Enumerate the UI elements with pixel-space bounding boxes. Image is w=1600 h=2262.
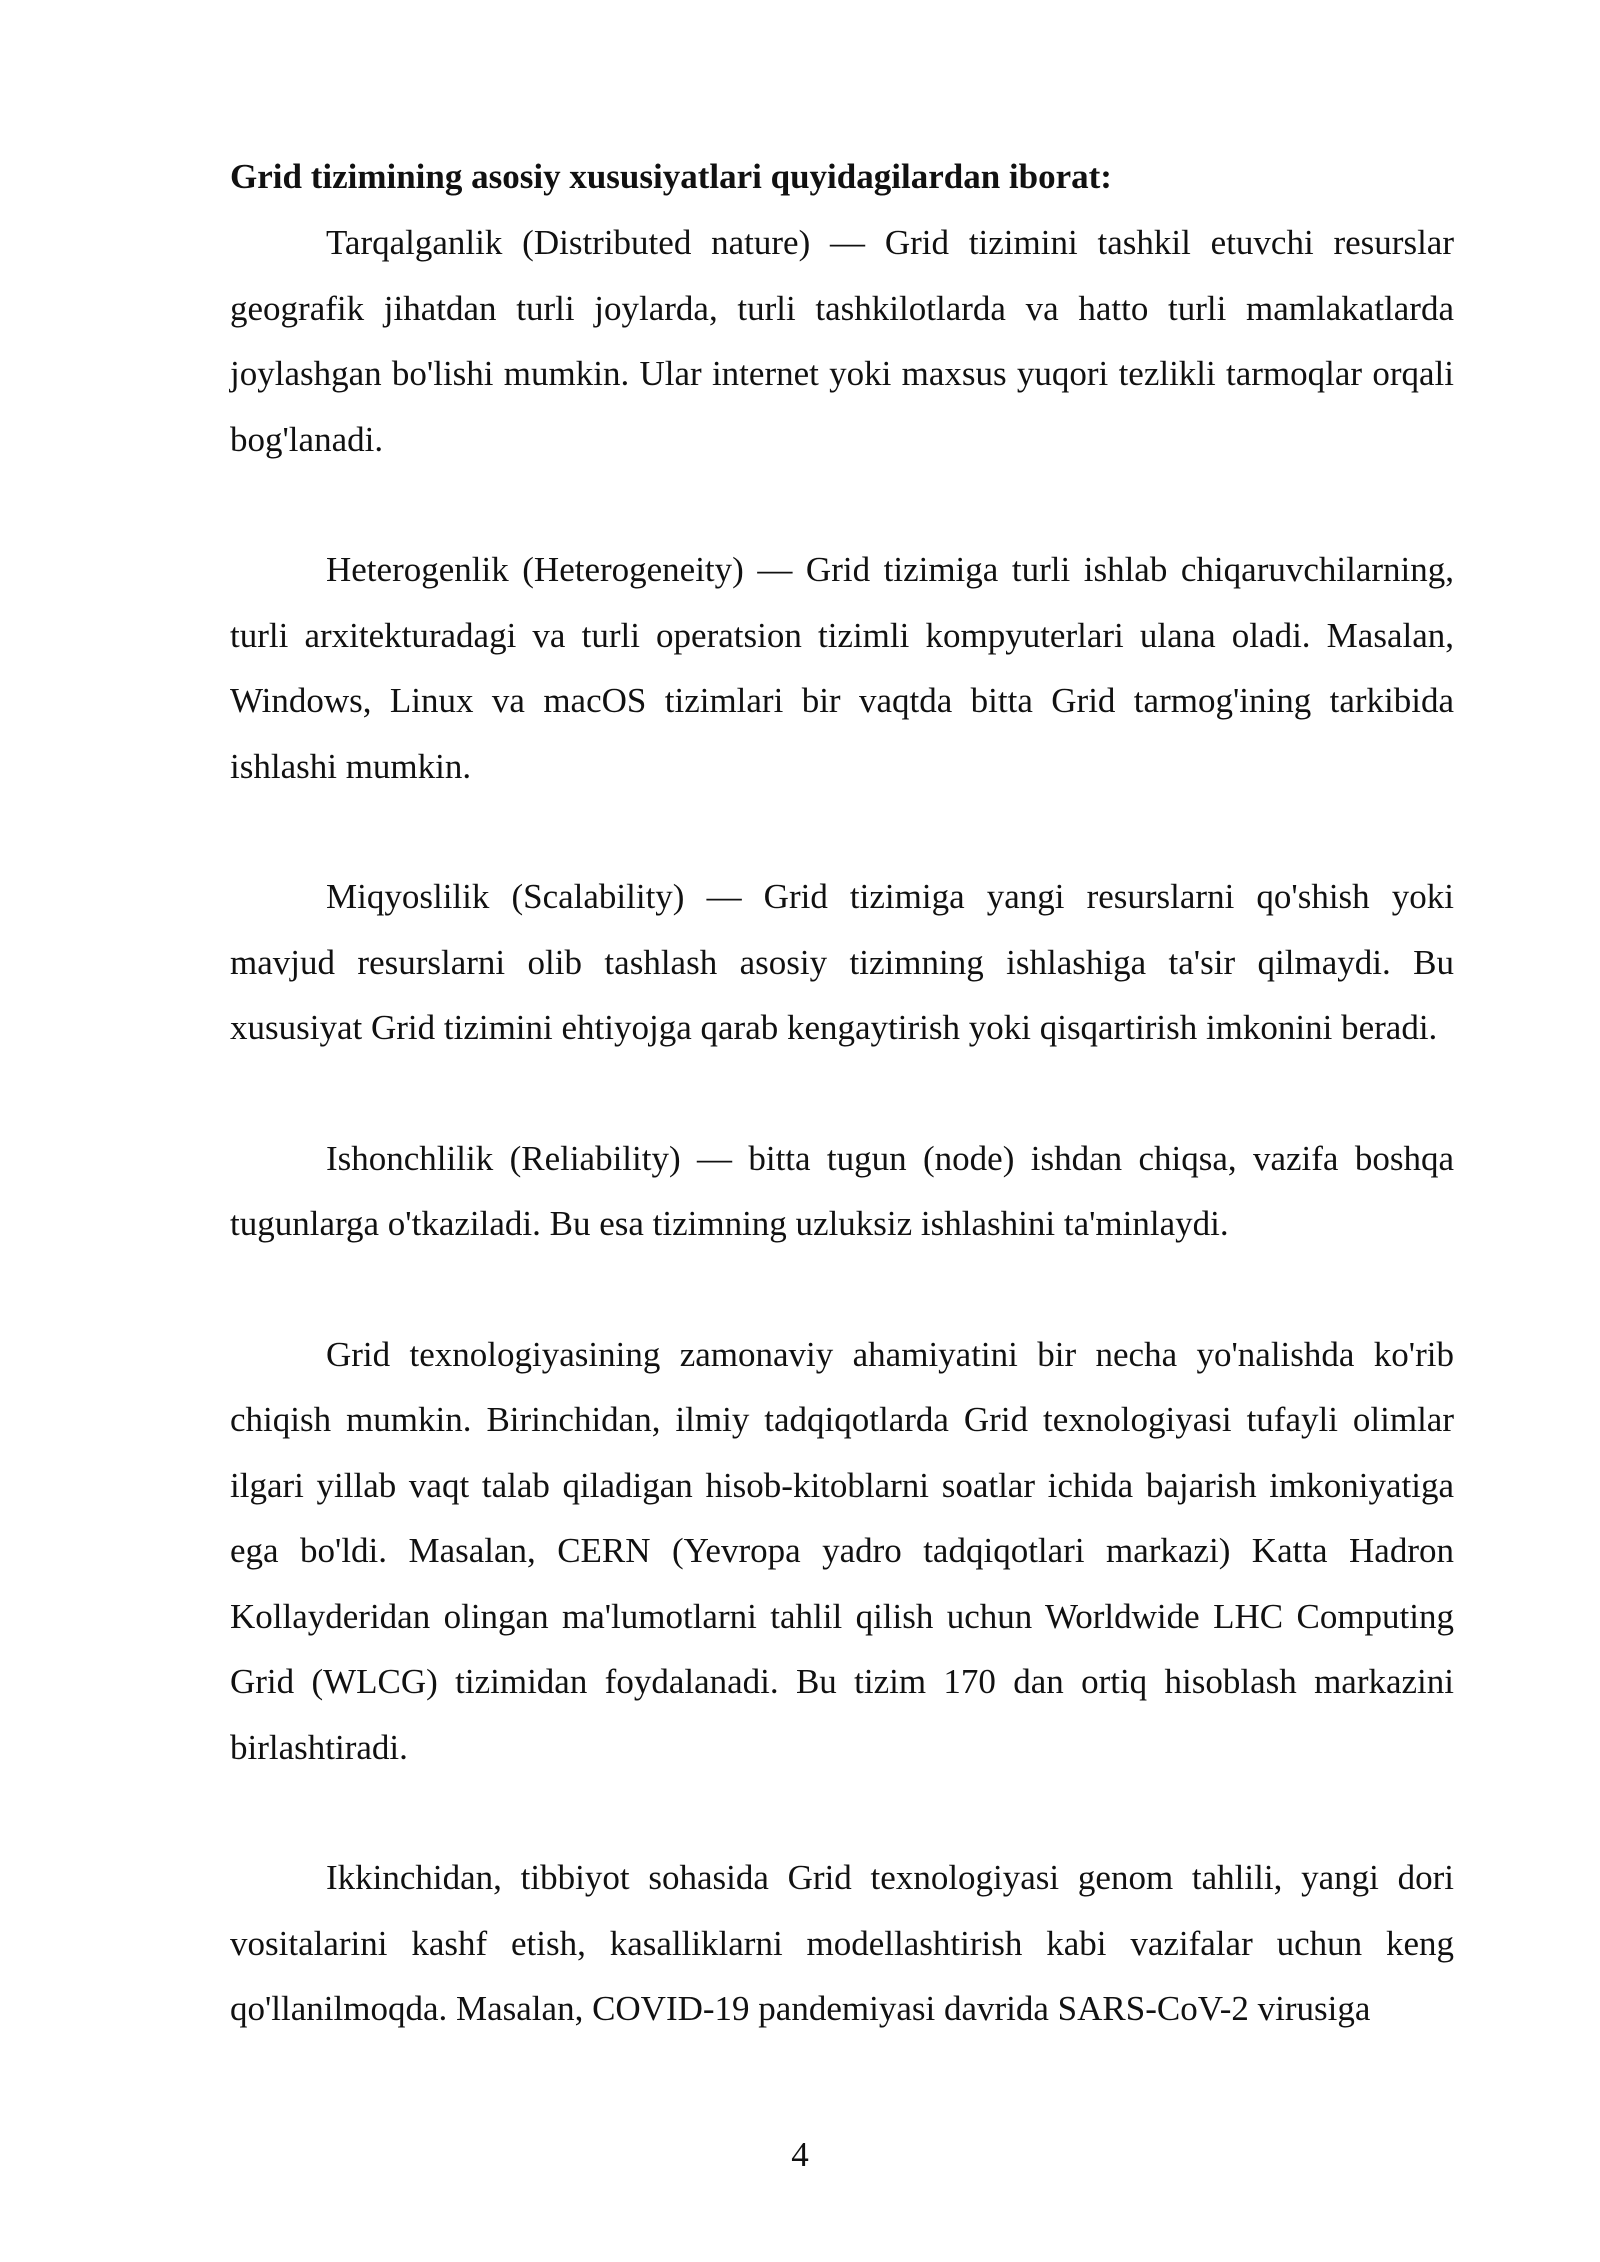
paragraph-medicine: Ikkinchidan, tibbiyot sohasida Grid texnologiyasi genom tahlili, yangi dori vositalarini kashf etish, kasalliklarni modellashtirish kabi vazifalar uchun keng qo'llanilmoqda. Masalan, COVID-19 pandemiyasi davrida SARS-CoV-2 virusiga — [230, 1858, 1454, 2028]
paragraph-distributed: Tarqalganlik (Distributed nature) — Grid tizimini tashkil etuvchi resurslar geografik jihatdan turli joylarda, turli tashkilotlarda va hatto turli mamlakatlarda joylashgan bo'lishi mumkin. Ular internet yoki maxsus yuqori tezlikli tarmoqlar orqali bog'lanadi. — [230, 223, 1454, 459]
document-page — [230, 150, 1454, 2042]
paragraph-gap — [230, 1061, 1454, 1126]
paragraph-gap — [230, 472, 1454, 537]
section-heading: Grid tizimining asosiy xususiyatlari quyidagilardan iborat: — [230, 157, 1112, 196]
paragraph-reliability: Ishonchlilik (Reliability) — bitta tugun (node) ishdan chiqsa, vazifa boshqa tugunlarga o'tkaziladi. Bu esa tizimning uzluksiz ishlashini ta'minlaydi. — [230, 1138, 1454, 1243]
paragraph-gap — [230, 799, 1454, 864]
paragraph-gap — [230, 1780, 1454, 1845]
paragraph-gap — [230, 1257, 1454, 1322]
paragraph-heterogeneity: Heterogenlik (Heterogeneity) — Grid tizimiga turli ishlab chiqaruvchilarning, turli arxitekturadagi va turli operatsion tizimli kompyuterlari ulana oladi. Masalan, Windows, Linux va macOS tizimlari bir vaqtda bitta Grid tarmog'ining tarkibida ishlashi mumkin. — [230, 550, 1454, 786]
paragraph-scalability: Miqyoslilik (Scalability) — Grid tizimiga yangi resurslarni qo'shish yoki mavjud resurslarni olib tashlash asosiy tizimning ishlashiga ta'sir qilmaydi. Bu xususiyat Grid tizimini ehtiyojga qarab kengaytirish yoki qisqartirish imkonini beradi. — [230, 877, 1454, 1047]
paragraph-modern-importance: Grid texnologiyasining zamonaviy ahamiyatini bir necha yo'nalishda ko'rib chiqish mumkin. Birinchidan, ilmiy tadqiqotlarda Grid texnologiyasi tufayli olimlar ilgari yillab vaqt talab qiladigan hisob-kitoblarni soatlar ichida bajarish imkoniyatiga ega bo'ldi. Masalan, CERN (Yevropa yadro tadqiqotlari markazi) Katta Hadron Kollayderidan olingan ma'lumotlarni tahlil qilish uchun Worldwide LHC Computing Grid (WLCG) tizimidan foydalanadi. Bu tizim 170 dan ortiq hisoblash markazini birlashtiradi. — [230, 1334, 1454, 1767]
page-number: 4 — [791, 2135, 809, 2174]
